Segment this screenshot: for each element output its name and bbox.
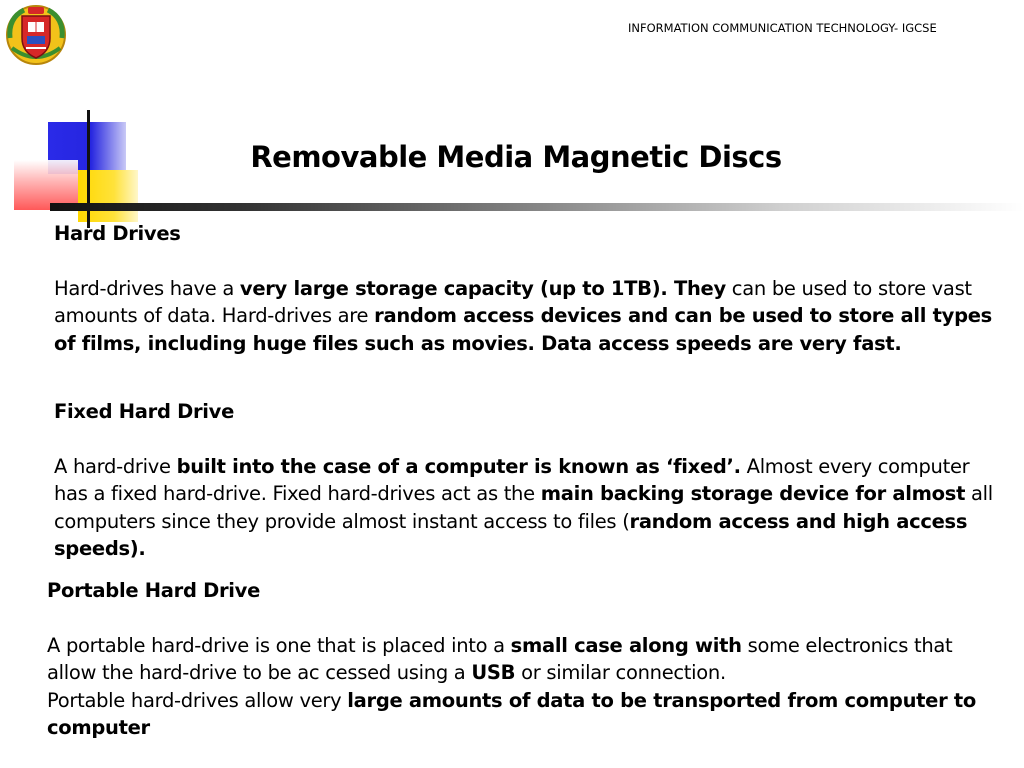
bold-run: random access and high access speeds). — [54, 509, 968, 560]
section-hard-drives — [54, 220, 1004, 357]
text-run: all computers since they provide almost instant access to files ( — [54, 482, 993, 533]
text-run: or similar connection. — [515, 661, 726, 684]
bold-run: small case along with — [510, 633, 742, 657]
section-heading: Hard Drives — [54, 222, 181, 245]
section-paragraph — [54, 453, 1004, 563]
bold-run: very large storage capacity (up to 1TB). They — [239, 276, 726, 300]
bold-run: main backing storage device for almost — [540, 482, 966, 505]
title-underline — [50, 203, 1024, 211]
section-paragraph — [47, 632, 987, 687]
text-run: Almost every computer has a fixed hard-drive. Fixed hard-drives act as the — [54, 454, 970, 505]
section-paragraph — [47, 687, 987, 742]
text-run: A hard-drive — [54, 454, 177, 478]
text-run: can be used to store vast amounts of data. Hard-drives are — [54, 276, 972, 327]
text-run: Portable hard-drives allow very — [47, 688, 348, 712]
bold-run: built into the case of a computer is known as ‘fixed’. — [176, 454, 741, 478]
course-header: INFORMATION COMMUNICATION TECHNOLOGY- IGCSE — [628, 21, 937, 35]
section-heading: Portable Hard Drive — [47, 579, 261, 602]
text-run: Hard-drives have a — [54, 276, 240, 300]
bold-run: USB — [471, 661, 516, 684]
section-heading: Fixed Hard Drive — [54, 400, 235, 423]
section-paragraph — [54, 275, 1004, 358]
text-run: A portable hard-drive is one that is placed into a — [47, 633, 511, 657]
bold-run: large amounts of data to be transported from computer to computer — [47, 688, 977, 739]
school-crest-logo — [4, 4, 68, 66]
slide-title: Removable Media Magnetic Discs — [250, 140, 782, 174]
section-portable-hard-drive — [47, 577, 987, 742]
bold-run: random access devices and can be used to store all types of films, including huge files such as movies. Data access speeds are very fast. — [54, 304, 992, 355]
text-run: some electronics that allow the hard-drive to be ac cessed using a — [47, 633, 953, 684]
section-fixed-hard-drive — [54, 398, 1004, 563]
